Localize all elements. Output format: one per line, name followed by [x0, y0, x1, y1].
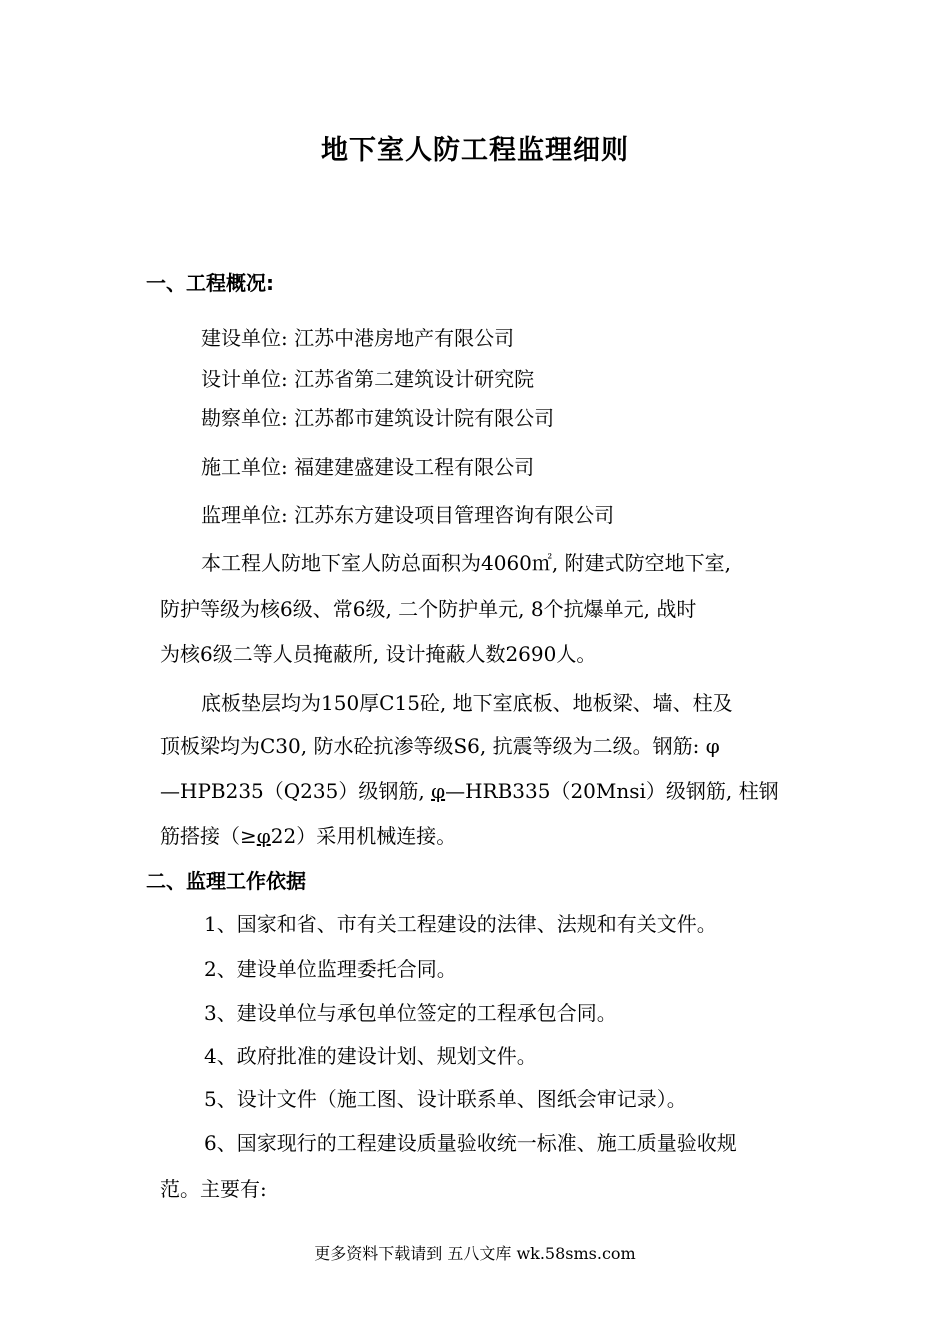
para2-line4-a: 筋搭接（≥ — [160, 824, 257, 848]
unit-line-supervisor: 监理单位: 江苏东方建设项目管理咨询有限公司 — [201, 503, 615, 527]
para2-line3-a: —HPB235（Q235）级钢筋, — [160, 779, 432, 803]
para2-line1: 底板垫层均为150厚C15砼, 地下室底板、地板梁、墙、柱及 — [201, 691, 733, 715]
para2-line2: 顶板梁均为C30, 防水砼抗渗等级S6, 抗震等级为二级。钢筋: φ — [160, 734, 720, 758]
basis-item-5: 5、设计文件（施工图、设计联系单、图纸会审记录）。 — [204, 1087, 687, 1111]
basis-item-2: 2、建设单位监理委托合同。 — [204, 957, 457, 981]
unit-line-design: 设计单位: 江苏省第二建筑设计研究院 — [201, 367, 535, 391]
para2-line4 — [160, 821, 456, 851]
para1-line3: 为核6级二等人员掩蔽所, 设计掩蔽人数2690人。 — [160, 642, 597, 666]
para1-line1 — [201, 548, 731, 578]
document-title: 地下室人防工程监理细则 — [321, 135, 629, 166]
para1-line1-text: 本工程人防地下室人防总面积为4060㎡ — [201, 551, 552, 575]
phi-symbol: φ — [431, 779, 446, 803]
basis-item-6-cont: 范。主要有: — [160, 1177, 267, 1201]
para1-line2: 防护等级为核6级、常6级, 二个防护单元, 8个抗爆单元, 战时 — [160, 597, 697, 621]
phi-symbol: φ — [256, 824, 271, 848]
para2-line3-b: —HRB335（20Mnsi）级钢筋, 柱钢 — [445, 779, 779, 803]
para2-line3 — [160, 776, 779, 806]
basis-item-4: 4、政府批准的建设计划、规划文件。 — [204, 1044, 537, 1068]
unit-line-contractor: 施工单位: 福建建盛建设工程有限公司 — [201, 455, 535, 479]
basis-item-3: 3、建设单位与承包单位签定的工程承包合同。 — [204, 1001, 617, 1025]
basis-item-6: 6、国家现行的工程建设质量验收统一标准、施工质量验收规 — [204, 1131, 737, 1155]
unit-line-construction: 建设单位: 江苏中港房地产有限公司 — [201, 326, 515, 350]
para1-line1-rest: , 附建式防空地下室, — [551, 551, 731, 575]
section-heading-basis: 二、监理工作依据 — [146, 869, 306, 893]
unit-line-survey: 勘察单位: 江苏都市建筑设计院有限公司 — [201, 406, 555, 430]
page-footer: 更多资料下载请到 五八文库 wk.58sms.com — [314, 1244, 636, 1263]
basis-item-1: 1、国家和省、市有关工程建设的法律、法规和有关文件。 — [204, 912, 717, 936]
para2-line4-b: 22）采用机械连接。 — [270, 824, 457, 848]
section-heading-overview: 一、工程概况: — [146, 271, 274, 295]
